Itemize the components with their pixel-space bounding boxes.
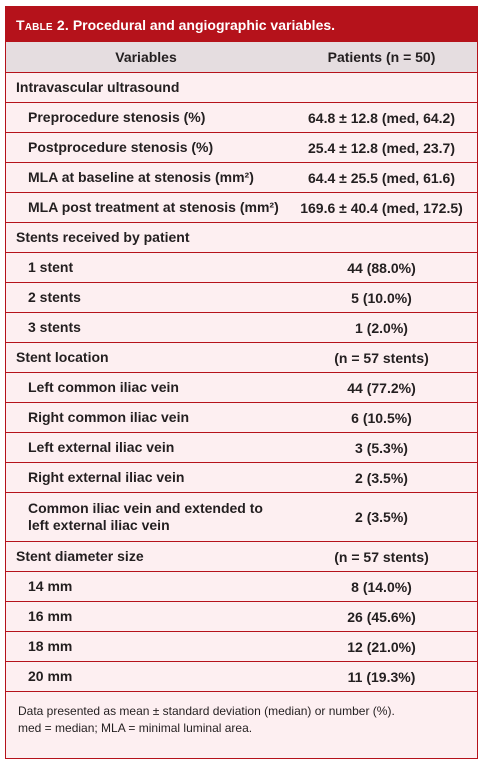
table-row — [6, 103, 477, 133]
row-value: 44 (77.2%) — [347, 379, 416, 396]
table-section-row — [6, 542, 477, 572]
row-value: 1 (2.0%) — [355, 319, 408, 336]
table-row — [6, 133, 477, 163]
table-row — [6, 193, 477, 223]
row-value: 169.6 ± 40.4 (med, 172.5) — [300, 199, 463, 216]
row-label: Right external iliac vein — [28, 469, 185, 485]
row-label: 3 stents — [28, 319, 81, 335]
row-label: Common iliac vein and extended to left external iliac vein — [28, 500, 263, 533]
row-value: 11 (19.3%) — [347, 668, 416, 685]
row-label: Left external iliac vein — [28, 439, 175, 455]
table-row — [6, 602, 477, 632]
row-label: 2 stents — [28, 289, 81, 305]
row-value: 5 (10.0%) — [351, 289, 412, 306]
table-title-bar — [6, 7, 477, 42]
row-value: (n = 57 stents) — [334, 349, 429, 366]
row-label: MLA post treatment at stenosis (mm²) — [28, 199, 279, 215]
table-row — [6, 163, 477, 193]
table-row — [6, 373, 477, 403]
table-label: Table 2. — [16, 16, 69, 33]
row-value: 64.8 ± 12.8 (med, 64.2) — [308, 109, 455, 126]
table-container — [5, 6, 478, 759]
row-value: 64.4 ± 25.5 (med, 61.6) — [308, 169, 455, 186]
table-row — [6, 463, 477, 493]
table-row — [6, 572, 477, 602]
table-footnote — [6, 692, 477, 737]
table-section-row — [6, 223, 477, 253]
table-row — [6, 313, 477, 343]
table-title: Procedural and angiographic variables. — [72, 16, 336, 33]
row-value: 26 (45.6%) — [347, 608, 416, 625]
row-value: 2 (3.5%) — [355, 509, 408, 525]
table-row — [6, 632, 477, 662]
row-value: 12 (21.0%) — [347, 638, 416, 655]
column-header-patients: Patients (n = 50) — [327, 49, 436, 65]
row-label: Right common iliac vein — [28, 409, 190, 425]
row-value: 25.4 ± 12.8 (med, 23.7) — [308, 139, 455, 156]
row-label: Preprocedure stenosis (%) — [28, 109, 206, 125]
row-label: Left common iliac vein — [28, 379, 179, 395]
table-row — [6, 433, 477, 463]
footnote-line-2: med = median; MLA = minimal luminal area. — [18, 721, 253, 735]
table-row — [6, 283, 477, 313]
table-row — [6, 253, 477, 283]
row-value: 44 (88.0%) — [347, 259, 416, 276]
column-header-variables: Variables — [115, 49, 177, 65]
table-section-row — [6, 73, 477, 103]
row-value: 3 (5.3%) — [355, 439, 408, 456]
row-label: 16 mm — [28, 608, 73, 624]
row-value: (n = 57 stents) — [334, 548, 429, 565]
row-value: 8 (14.0%) — [351, 578, 412, 595]
row-label: Intravascular ultrasound — [16, 79, 180, 95]
row-label: Stent diameter size — [16, 548, 144, 564]
row-value: 2 (3.5%) — [355, 469, 408, 486]
table-section-row — [6, 343, 477, 373]
footnote-line-1: Data presented as mean ± standard deviation (median) or number (%). — [18, 704, 395, 718]
row-label: Stent location — [16, 349, 109, 365]
table-body — [6, 73, 477, 692]
row-value: 6 (10.5%) — [351, 409, 412, 426]
row-label: MLA at baseline at stenosis (mm²) — [28, 169, 254, 185]
table-row — [6, 493, 477, 542]
row-label: Stents received by patient — [16, 229, 190, 245]
table-row — [6, 662, 477, 692]
row-label: 1 stent — [28, 259, 74, 275]
row-label: 18 mm — [28, 638, 73, 654]
row-label: Postprocedure stenosis (%) — [28, 139, 214, 155]
row-label: 20 mm — [28, 668, 73, 684]
row-label: 14 mm — [28, 578, 73, 594]
table-row — [6, 403, 477, 433]
table-header — [6, 42, 477, 73]
